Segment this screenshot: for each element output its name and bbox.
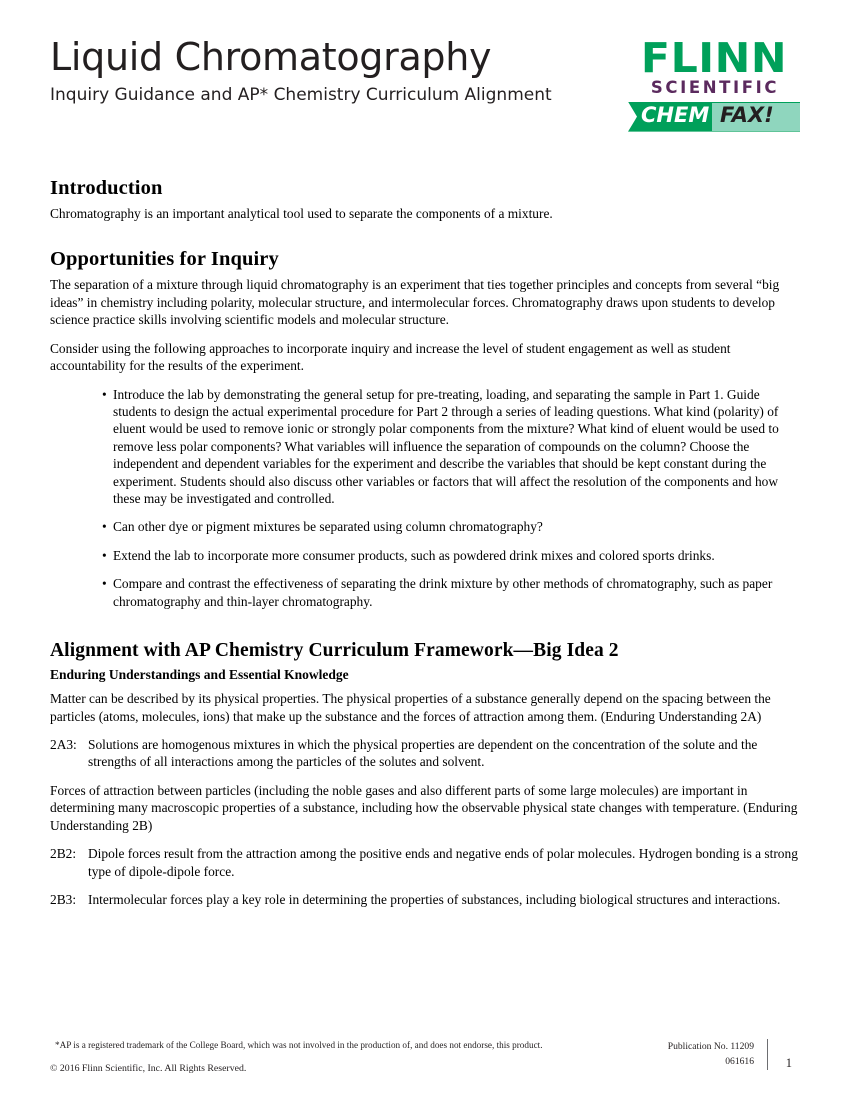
paragraph-opportunities-2: Consider using the following approaches to incorporate inquiry and increase the level of student engagement as well as student accountability for the results of the experiment. [50, 340, 731, 374]
list-item [102, 575, 800, 610]
page-subtitle: Inquiry Guidance and AP* Chemistry Curriculum Alignment [50, 84, 552, 105]
spacer-intro [50, 150, 800, 177]
essential-knowledge-label: 2B2: [50, 846, 77, 862]
essential-knowledge-label: 2A3: [50, 737, 77, 753]
logo-wordmark-scientific: SCIENTIFIC [650, 78, 780, 98]
paragraph-opportunities-1: The separation of a mixture through liquid chromatography is an experiment that ties together principles and concepts from several “big ideas” in chemistry including polarity, molecular structure, and intermolecular forces. Chromatography draws upon students to develop science practice skills involving scientific models and molecular structure. [50, 277, 780, 328]
chemfax-banner [628, 102, 800, 132]
bullet-icon: • [102, 386, 107, 402]
essential-knowledge-text: Solutions are homogenous mixtures in which the physical properties are dependent on the concentration of the solute and the strengths of all interactions among the particles of the solutes and solvent. [88, 737, 758, 770]
page-number-divider [767, 1039, 768, 1070]
flinn-scientific-logo [628, 34, 800, 150]
essential-knowledge-2b3 [50, 891, 800, 908]
publication-date-code: 061616 [725, 1055, 754, 1067]
list-item-text: Introduce the lab by demonstrating the general setup for pre-treating, loading, and separating the sample in Part 1. Guide students to design the actual experimental procedure for Part 2 through a series of leading questions. What kind (polarity) of eluent would be used to remove ionic or strongly polar components from the mixture? What kind of eluent would be used to remove less polar components? What variables will influence the separation of compounds on the column? Choose the independent and dependent variables for the experiment and describe the variables that should be kept constant during the experiment. Students should also discuss other variables or factors that will affect the resolution of the components and how these may be investigated and controlled. [113, 386, 779, 507]
logo-wordmark-flinn: FLINN [640, 34, 788, 82]
list-item-text: Extend the lab to incorporate more consumer products, such as powdered drink mixes and colored sports drinks. [113, 547, 715, 563]
list-item [102, 547, 800, 564]
essential-knowledge-2b2 [50, 845, 800, 880]
copyright-notice: © 2016 Flinn Scientific, Inc. All Rights Reserved. [50, 1063, 247, 1074]
paragraph-introduction: Chromatography is an important analytical tool used to separate the components of a mixture. [50, 206, 553, 221]
spacer-opportunities [50, 222, 800, 248]
inquiry-approach-list [50, 386, 800, 611]
essential-knowledge-text: Dipole forces result from the attraction among the positive ends and negative ends of polar molecules. Hydrogen bonding is a strong type of dipole-dipole force. [88, 846, 798, 879]
essential-knowledge-text: Intermolecular forces play a key role in determining the properties of substances, including biological structures and interactions. [88, 891, 781, 907]
essential-knowledge-label: 2B3: [50, 891, 77, 907]
document-content [50, 34, 800, 919]
paragraph-alignment-2: Forces of attraction between particles (including the noble gases and also different parts of some large molecules) are important in determining many macroscopic properties of a substance, including how the observable physical state changes with temperature. (Enduring Understanding 2B) [50, 782, 798, 833]
list-item [102, 518, 800, 535]
paragraph-alignment-1: Matter can be described by its physical properties. The physical properties of a substance generally depend on the spacing between the particles (atoms, molecules, ions) that make up the substance and the forces of attraction among them. (Enduring Understanding 2A) [50, 691, 771, 724]
page-number: 1 [785, 1056, 792, 1070]
subheading-enduring-understandings: Enduring Understandings and Essential Knowledge [50, 667, 349, 683]
heading-alignment: Alignment with AP Chemistry Curriculum Framework—Big Idea 2 [50, 640, 619, 662]
page-footer [50, 1032, 800, 1090]
banner-label-fax: FAX! [720, 102, 774, 127]
heading-introduction: Introduction [50, 177, 163, 199]
list-item-text: Can other dye or pigment mixtures be separated using column chromatography? [113, 519, 543, 535]
footnote-ap-trademark: *AP is a registered trademark of the College Board, which was not involved in the production of, and does not endorse, this product. [55, 1040, 543, 1050]
document-header [50, 34, 800, 150]
spacer-alignment [50, 610, 800, 640]
page-title: Liquid Chromatography [50, 35, 492, 79]
bullet-icon: • [102, 519, 107, 535]
bullet-icon: • [102, 576, 107, 592]
essential-knowledge-2a3 [50, 736, 800, 771]
heading-opportunities-for-inquiry: Opportunities for Inquiry [50, 248, 279, 271]
list-item [102, 386, 800, 508]
publication-number: Publication No. 11209 [667, 1041, 754, 1052]
list-item-text: Compare and contrast the effectiveness of separating the drink mixture by other methods of chromatography, such as paper chromatography and thin-layer chromatography. [113, 576, 773, 609]
bullet-icon: • [102, 547, 107, 563]
banner-label-chem: CHEM [641, 102, 710, 127]
publication-info [668, 1040, 754, 1070]
